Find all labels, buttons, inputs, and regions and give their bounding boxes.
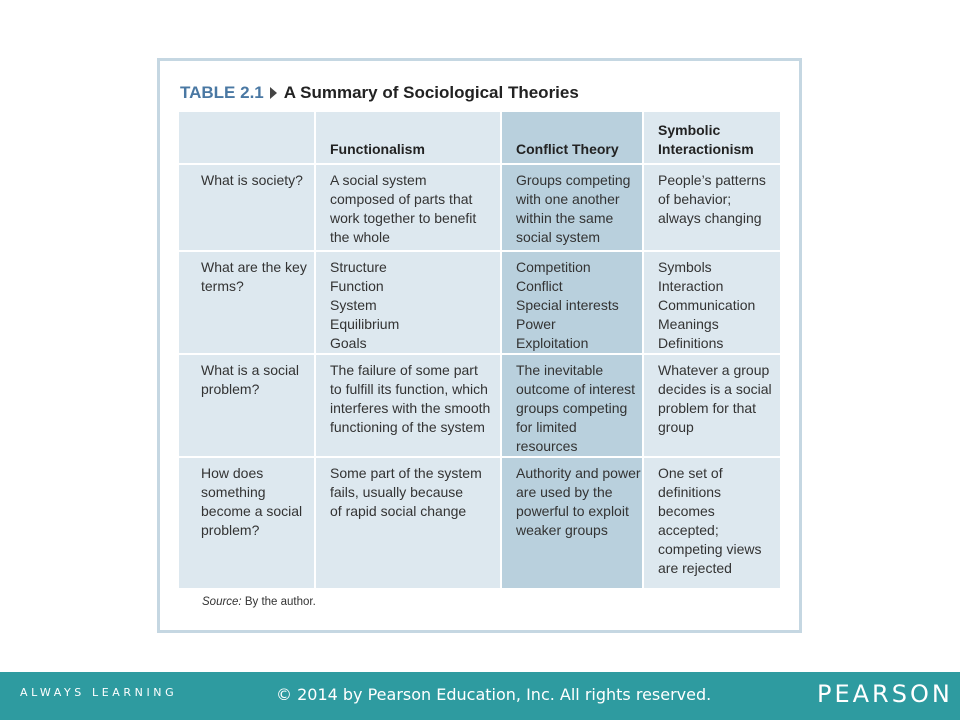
cell-symbolic [643, 457, 780, 589]
cell-symbolic-line: are rejected [658, 560, 732, 577]
cell-conflict-line: Authority and power [516, 465, 641, 482]
cell-conflict [501, 354, 643, 457]
table-row [179, 164, 780, 250]
cell-functionalism [315, 354, 501, 457]
header-conflict-theory [501, 112, 643, 164]
triangle-right-icon [270, 87, 277, 99]
table-heading [180, 82, 579, 104]
row-question-cell-line: What are the key [201, 258, 307, 275]
cell-functionalism-line: the whole [330, 229, 390, 246]
cell-conflict-line: resources [516, 438, 578, 454]
cell-conflict-line: powerful to exploit [516, 503, 629, 520]
cell-conflict-line: Exploitation [516, 334, 589, 351]
cell-functionalism [315, 251, 501, 354]
cell-functionalism-line: Equilibrium [330, 315, 400, 332]
cell-symbolic-line: problem for that [658, 400, 757, 416]
table-row [179, 457, 780, 589]
cell-symbolic [643, 251, 780, 354]
cell-symbolic-line: Meanings [658, 315, 719, 332]
cell-functionalism-line: interferes with the smooth [330, 400, 491, 416]
cell-conflict-line: Competition [516, 258, 591, 275]
cell-symbolic-line: Definitions [658, 334, 724, 351]
footer-tagline: ALWAYS LEARNING [20, 686, 178, 699]
cell-conflict-line: for limited [516, 419, 577, 435]
table-header-row [179, 112, 780, 164]
table-frame [157, 58, 802, 633]
cell-symbolic-line: People’s patterns [658, 172, 766, 189]
cell-functionalism-line: work together to benefit [330, 210, 477, 227]
source-text: By the author. [244, 596, 316, 608]
cell-symbolic-line: group [658, 419, 694, 435]
cell-symbolic-line: Interaction [658, 277, 724, 294]
table-row [179, 251, 780, 354]
summary-table [179, 112, 780, 590]
header-symbolic-interactionism-line: Symbolic [658, 122, 721, 139]
header-conflict-theory-line: Conflict Theory [516, 141, 619, 158]
source-label: Source: [202, 596, 242, 608]
header-symbolic-interactionism [643, 112, 780, 164]
row-question-cell-line: What is a social [201, 362, 300, 378]
cell-conflict-line: Power [516, 315, 556, 332]
cell-conflict-line: within the same [516, 210, 614, 227]
cell-functionalism-line: of rapid social change [330, 503, 467, 520]
cell-conflict-line: Conflict [516, 277, 563, 294]
row-question-cell-line: What is society? [201, 172, 303, 189]
cell-functionalism-line: Structure [330, 258, 387, 275]
cell-functionalism-line: The failure of some part [330, 362, 478, 378]
cell-functionalism-line: Some part of the system [330, 465, 482, 482]
cell-conflict-line: Groups competing [516, 172, 631, 189]
cell-functionalism-line: A social system [330, 172, 427, 189]
cell-functionalism-line: Function [330, 277, 384, 294]
cell-conflict-line: Special interests [516, 296, 619, 313]
cell-conflict [501, 251, 643, 354]
cell-conflict-line: social system [516, 229, 601, 246]
cell-symbolic [643, 354, 780, 457]
table-label: TABLE 2.1 [180, 83, 264, 102]
cell-functionalism-line: to fulfill its function, which [330, 381, 488, 397]
row-question-cell-line: something [201, 484, 266, 501]
cell-symbolic-line: Communication [658, 296, 756, 313]
cell-symbolic-line: of behavior; [658, 191, 732, 208]
header-functionalism [315, 112, 501, 164]
cell-functionalism [315, 164, 501, 250]
row-question-cell [179, 251, 315, 354]
cell-functionalism-line: System [330, 296, 377, 313]
row-question-cell-line: terms? [201, 277, 244, 294]
cell-symbolic-line: always changing [658, 210, 762, 227]
row-question-cell [179, 457, 315, 589]
cell-conflict [501, 164, 643, 250]
cell-symbolic-line: One set of [658, 465, 723, 482]
row-question-cell-line: become a social [201, 503, 303, 520]
cell-functionalism-line: functioning of the system [330, 419, 485, 435]
cell-symbolic-line: competing views [658, 541, 762, 558]
cell-symbolic-line: Whatever a group [658, 362, 770, 378]
footer-bar [0, 672, 960, 720]
row-question-cell [179, 354, 315, 457]
cell-functionalism [315, 457, 501, 589]
row-question-cell-line: problem? [201, 381, 260, 397]
footer-copyright: © 2014 by Pearson Education, Inc. All rights reserved. [276, 685, 712, 704]
cell-symbolic-line: accepted; [658, 522, 719, 539]
header-functionalism-line: Functionalism [330, 141, 425, 158]
cell-symbolic-line: Symbols [658, 258, 712, 275]
cell-conflict-line: with one another [516, 191, 620, 208]
cell-functionalism-line: fails, usually because [330, 484, 464, 501]
row-question-cell-line: How does [201, 465, 264, 482]
table-source [202, 596, 316, 608]
pearson-logo: PEARSON [817, 680, 953, 708]
cell-functionalism-line: Goals [330, 334, 367, 351]
summary-table-body [179, 112, 780, 589]
row-question-cell-line: problem? [201, 522, 260, 539]
header-blank [179, 112, 315, 164]
cell-symbolic-line: decides is a social [658, 381, 772, 397]
cell-conflict-line: weaker groups [516, 522, 608, 539]
cell-conflict [501, 457, 643, 589]
cell-conflict-line: are used by the [516, 484, 613, 501]
cell-functionalism-line: composed of parts that [330, 191, 473, 208]
table-row [179, 354, 780, 457]
cell-conflict-line: groups competing [516, 400, 628, 416]
cell-conflict-line: The inevitable [516, 362, 604, 378]
cell-conflict-line: outcome of interest [516, 381, 636, 397]
header-symbolic-interactionism-line: Interactionism [658, 141, 754, 158]
cell-symbolic [643, 164, 780, 250]
cell-symbolic-line: definitions [658, 484, 722, 501]
cell-symbolic-line: becomes [658, 503, 715, 520]
table-title: A Summary of Sociological Theories [283, 83, 579, 102]
row-question-cell [179, 164, 315, 250]
